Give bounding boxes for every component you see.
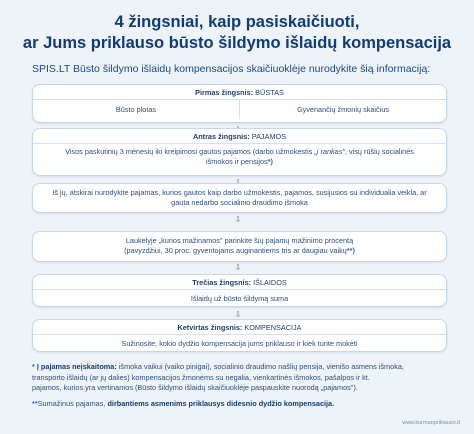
- step3-heading-rest: IŠLAIDOS: [251, 278, 287, 287]
- step2b-box: [32, 183, 447, 213]
- step1-cells: [33, 100, 446, 119]
- step3-box: [32, 274, 447, 307]
- footnote-reduction: **Sumažinus pajamas, dirbantiems asmenims priklausys didesnio dydžio kompensacija.: [32, 399, 335, 408]
- step2b-line-1: Iš jų, atskirai nurodykite pajamas, kurios gautos kaip darbo užmokestis, pajamos, susijusios su individualia veikla, ar: [52, 188, 427, 197]
- down-arrow-icon: ⇩: [234, 310, 242, 319]
- residents-cell: Gyvenančių žmonių skaičius: [239, 100, 446, 119]
- footnote-exclusions: [32, 362, 452, 394]
- step2b-line-2: gauta nedarbo socialinio draudimo išmoka: [171, 198, 308, 208]
- step2-heading: [33, 129, 446, 144]
- title-line-1: 4 žingsniai, kaip pasiskaičiuoti,: [114, 13, 360, 31]
- footnote-line-1: * Į pajamas neįskaitoma: išmoka vaikui (vaiko pinigai), socialinio draudimo našlių pensija, vienišo asmens išmoka,: [32, 362, 404, 371]
- footnote-line-2: transporto išlaidų (ar jų dalies) kompensacijos žmonėms su negalia, vienkartinės išmokos, pašalpos ir kt.: [32, 372, 370, 382]
- step4-box: [32, 319, 447, 352]
- step2-heading-bold: Antras žingsnis:: [192, 132, 250, 141]
- step2-heading-rest: PAJAMOS: [249, 132, 287, 141]
- intro-text: SPIS.LT Būsto šildymo išlaidų kompensacijos skaičiuoklėje nurodykite šią informaciją:: [32, 63, 431, 75]
- step2-box: [32, 128, 447, 176]
- footnote-mark: **): [346, 246, 355, 256]
- step4-heading-bold: Ketvirtas žingsnis:: [177, 323, 243, 332]
- page-title: [0, 12, 474, 54]
- footnote-line-3: pajamos, kurios yra vertinamos (Būsto šildymo išlaidų skaičiuoklėje paspauskite nuorodą „pajamos").: [32, 383, 358, 392]
- step3-line: Išlaidų už būsto šildymą suma: [190, 294, 289, 303]
- step2c-box: [32, 231, 447, 262]
- step3-heading-bold: Trečias žingsnis:: [192, 278, 252, 287]
- step1-heading-rest: BŪSTAS: [253, 88, 284, 97]
- step1-heading-bold: Pirmas žingsnis:: [195, 88, 254, 97]
- footnote-mark: *): [267, 157, 273, 167]
- step3-heading: [33, 275, 446, 290]
- step1-heading: [33, 85, 446, 100]
- step4-heading-rest: KOMPENSACIJA: [242, 323, 302, 332]
- down-arrow-icon: ⇩: [234, 263, 242, 272]
- site-link[interactable]: www.kurmanpriklauso.lt: [402, 420, 460, 426]
- area-cell: Būsto plotas: [115, 105, 157, 114]
- step4-heading: [33, 320, 446, 335]
- step2c-line-2: (pavyzdžiui, 30 proc. gyventojams auginantiems tris ar daugiau vaikų**): [124, 246, 355, 256]
- title-line-2: ar Jums priklauso būsto šildymo išlaidų kompensacija: [22, 34, 452, 52]
- step2-line-2: išmokos ir pensijos*): [206, 157, 273, 167]
- step2-line-1: Visos paskutinių 3 mėnesių iki kreipimosi gautos pajamos (darbo užmokestis „į rankas", visų rūšių socialinės: [65, 147, 414, 156]
- step1-box: [32, 84, 447, 123]
- step4-line: Sužinosite, kokio dydžio kompensacija jums priklauso ir kiek turite mokėti: [121, 339, 358, 348]
- step2c-line-1: Laukelyje „kurios mažinamos" parinkite šių pajamų mažinimo procentą: [125, 236, 354, 245]
- down-arrow-icon: ⇩: [234, 215, 242, 224]
